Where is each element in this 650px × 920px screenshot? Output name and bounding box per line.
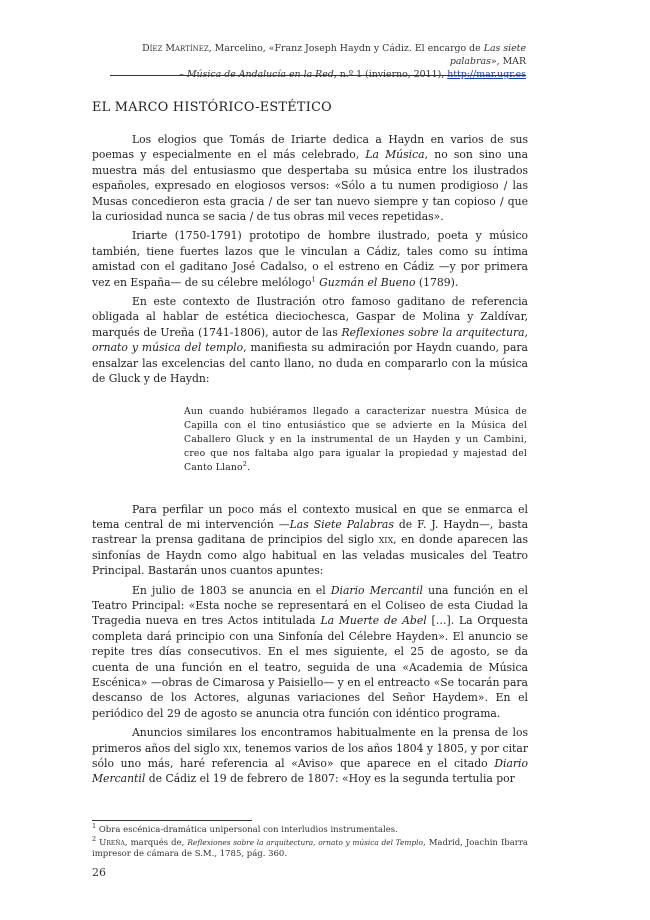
p5-italic-newspaper: Diario Mercantil (330, 583, 423, 597)
p2-text-c: (1789). (415, 275, 459, 289)
p3-text-a: En este contexto de Ilustración otro famoso gaditano de referencia obligada al hablar de estética dieciochesca, Gaspar de Molina y Zaldívar, marqués de Ureña (1741-1806), autor de las (92, 295, 528, 339)
header-citation-mid: », MAR (490, 56, 526, 67)
p5-italic-play: La Muerte de Abel (320, 614, 427, 628)
p4-century: xix (378, 533, 394, 547)
paragraph-4 (92, 502, 528, 579)
quote-end: . (247, 462, 251, 474)
p2-text-a: Iriarte (1750-1791) prototipo de hombre ilustrado, poeta y músico también, tiene fuertes lazos que le vinculan a Cádiz, tales como su íntima amistad con el gaditano José Cadalso, o el estreno en Cádiz —y por primera vez en España— de su célebre melólogo (92, 229, 528, 289)
page-number: 26 (92, 866, 106, 879)
paragraph-2 (92, 228, 528, 290)
paragraph-1 (92, 132, 528, 224)
p5-text-c: una función en el Teatro Principal: «Esta noche se representará en el Coliseo de esta Ciudad la Tragedia nueva en tres Actos intitulada (92, 583, 528, 628)
paragraph-3 (92, 294, 528, 386)
footnote-2-number: 2 (92, 834, 97, 843)
p3-italic-title: Reflexiones sobre la arquitectura, ornato y música del templo (92, 325, 528, 355)
p4-text-a: Para perfilar un poco más el contexto musical en que se enmarca el tema central de mi intervención — (92, 502, 528, 531)
section-title: EL MARCO HISTÓRICO-ESTÉTICO (92, 100, 332, 115)
p1-italic-title: La Música (365, 148, 425, 162)
footnote-1-text: Obra escénica-dramática unipersonal con interludios instrumentales. (96, 825, 398, 835)
p4-italic-title: Las Siete Palabras (289, 517, 394, 531)
quote-text: Aun cuando hubiéramos llegado a caracterizar nuestra Música de Capilla con el tino entusiástico que se advierte en la Música del Caballero Gluck y en la instrumental de un Hayden y un Cambini, creo que nos faltaba algo para igualar la propiedad y majestad del Canto Llano (184, 405, 527, 474)
footnote-2-author: Ureña (96, 837, 125, 848)
p6-italic-newspaper: Diario Mercantil (92, 757, 528, 786)
paragraph-5 (92, 583, 528, 722)
p4-text-c: de F. J. Haydn—, basta rastrear la prensa gaditana de principios del siglo (92, 517, 529, 547)
p2-italic-title: Guzmán el Bueno (315, 275, 416, 289)
header-author: Díez Martínez (142, 43, 209, 54)
header-issue: , n.º 1 (invierno, 2011), (333, 69, 448, 80)
p6-text-b: , tenemos varios de los años 1804 y 1805, y por citar sólo uno más, haré referencia al «Aviso» que aparece en el citado (92, 741, 528, 771)
p5-text-e: […]. La Orquesta completa dará principio con una Sinfonía del Célebre Hayden». El anuncio se repite tres días consecutivos. En el mes siguiente, el 25 de agosto, se da cuenta de una función en el teatro, seguida de una «Academia de Música Escénica» —obras de Cimarosa y Paisiello— y en el entreacto «Se tocarán para descanso de los Actores, algunas variaciones del Señor Haydem». En el periódico del 29 de agosto se anuncia otra función con idéntico programa. (92, 614, 528, 720)
footnote-ref-2[interactable]: 2 (242, 460, 248, 469)
footnote-2-text-b: , Madrid, Joachin Ibarra impresor de cámara de S.M., 1785, pág. 360. (92, 837, 529, 860)
header-line2-prefix: – (179, 69, 187, 80)
p5-text-a: En julio de 1803 se anuncia en el (132, 583, 331, 597)
p4-text-d: , en donde aparecen las sinfonías de Haydn como algo habitual en las veladas musicales del Teatro Principal. Bastarán unos cuantos apuntes: (92, 533, 529, 578)
p1-text-c: , no son sino una muestra más del entusiasmo que despertaba su música entre los ilustrados españoles, expresado en elogiosos versos: «Sólo a tu numen prodigioso / las Musas concedieron esta gracia / de ser tan nuevo siempre y tan copioso / que la curiosidad nunca se sacia / de tus obras mil veces repetidas». (92, 148, 529, 224)
footnote-2 (92, 834, 529, 861)
footnote-rule (92, 820, 252, 821)
footnote-ref-1[interactable]: 1 (311, 275, 316, 284)
footnote-2-text-a: , marqués de, (124, 837, 188, 848)
p3-text-c: , manifiesta su admiración por Haydn cuando, para ensalzar las excelencias del canto llano, no duda en compararlo con la música de Gluck y de Haydn: (92, 341, 528, 386)
p1-text-a: Los elogios que Tomás de Iriarte dedica a Haydn en varios de sus poemas y especialmente en el más celebrado, (92, 133, 528, 162)
footnote-1 (92, 822, 528, 837)
footnote-1-number: 1 (92, 822, 97, 831)
header-url-link[interactable]: http://mar.ugr.es (447, 69, 526, 80)
footnotes (92, 822, 529, 861)
block-quote (184, 405, 527, 476)
footnote-2-title: Reflexiones sobre la arquitectura, ornato y música del Templo (187, 837, 423, 847)
body-text (92, 132, 528, 791)
header-citation-prefix: , Marcelino, «Franz Joseph Haydn y Cádiz. El encargo de (208, 43, 484, 54)
p6-century: xix (223, 741, 238, 755)
header-work-title: Las siete palabras (449, 43, 526, 67)
p6-text-a: Anuncios similares los encontramos habitualmente en la prensa de los primeros años del siglo (92, 726, 528, 755)
paragraph-6 (92, 725, 528, 787)
header-journal: Música de Andalucía en la Red (186, 69, 334, 80)
header-rule (110, 75, 526, 76)
p6-text-d: de Cádiz el 19 de febrero de 1807: «Hoy es la segunda tertulia por (145, 772, 515, 786)
